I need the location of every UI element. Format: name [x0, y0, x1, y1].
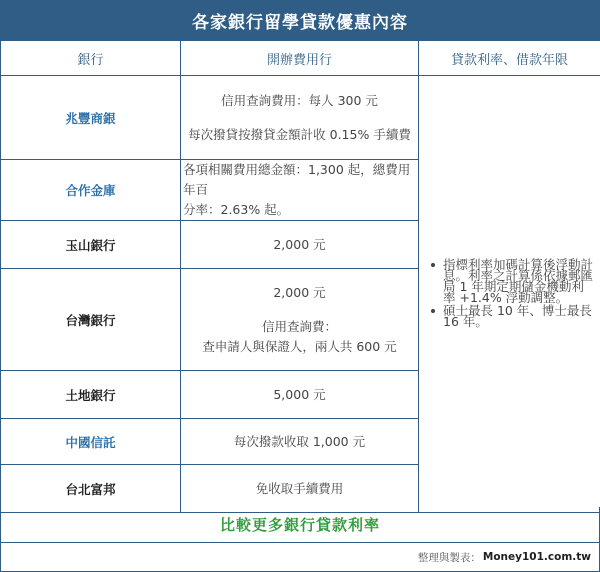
bank-name: 玉山銀行 — [1, 221, 181, 269]
bank-name: 台灣銀行 — [1, 269, 181, 371]
fee-line: 2,000 元 — [273, 284, 326, 300]
bank-link-ctbc[interactable]: 中國信託 — [1, 419, 181, 465]
rate-notes-list — [429, 259, 594, 327]
fee-line: 信用查詢費用：每人 300 元 — [221, 92, 378, 108]
fee-cell: 每次撥款收取 1,000 元 — [181, 419, 419, 465]
bank-link-tcb[interactable]: 合作金庫 — [1, 160, 181, 221]
fee-cell — [181, 160, 419, 221]
fee-line: 信用查詢費： — [261, 318, 337, 334]
comparison-grid — [0, 40, 600, 513]
bullet-icon — [431, 263, 435, 267]
list-item: 碩士最長 10 年、博士最長 16 年。 — [429, 305, 594, 327]
bank-name: 土地銀行 — [1, 371, 181, 419]
compare-more-banks-link[interactable]: 比較更多銀行貸款利率 — [0, 507, 600, 543]
list-item: 指標利率加碼計算後浮動計息。利率之計算係依據郵匯局 1 年期定期儲金機動利率 +1.4% 浮動調整。 — [429, 259, 594, 303]
header-rate: 貸款利率、借款年限 — [419, 41, 600, 76]
fee-cell: 免收取手續費用 — [181, 465, 419, 513]
header-bank: 銀行 — [1, 41, 181, 76]
bullet-icon — [431, 309, 435, 313]
fee-cell — [181, 76, 419, 160]
bank-link-megabank[interactable]: 兆豐商銀 — [1, 76, 181, 160]
rate-cell — [419, 76, 600, 513]
credit-line — [0, 543, 600, 572]
credit-site: Money101.com.tw — [482, 551, 591, 563]
fee-line: 分率：2.63% 起。 — [183, 202, 290, 217]
fee-cell: 2,000 元 — [181, 221, 419, 269]
header-row — [1, 41, 600, 76]
fee-line: 各項相關費用總金額：1,300 起，總費用年百 — [183, 162, 411, 197]
fee-line: 查申請人與保證人，兩人共 600 元 — [202, 338, 397, 354]
fee-cell: 5,000 元 — [181, 371, 419, 419]
table-row — [1, 76, 600, 160]
fee-cell — [181, 269, 419, 371]
credit-label: 整理與製表： — [417, 551, 481, 564]
table-title: 各家銀行留學貸款優惠內容 — [0, 0, 600, 40]
header-fee: 開辦費用行 — [181, 41, 419, 76]
fee-line: 每次撥貸按撥貸金額計收 0.15% 手續費 — [188, 126, 411, 142]
bank-name: 台北富邦 — [1, 465, 181, 513]
